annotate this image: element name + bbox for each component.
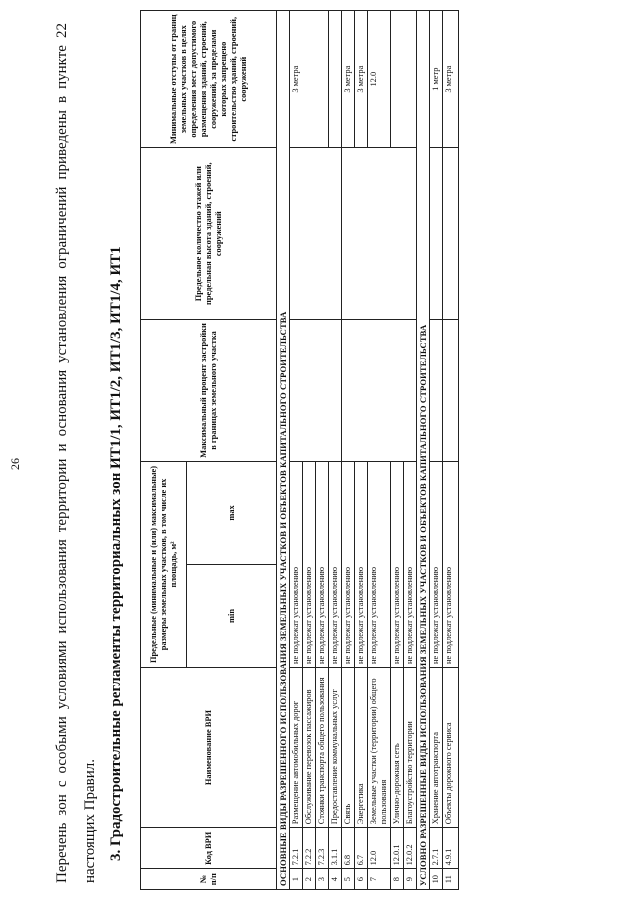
- band-main: ОСНОВНЫЕ ВИДЫ РАЗРЕШЕННОГО ИСПОЛЬЗОВАНИЯ ЗЕМЕЛЬНЫХ УЧАСТКОВ И ОБЪЕКТОВ КАПИТАЛЬНОГО СТРОИТЕЛЬСТВА: [277, 11, 290, 890]
- header-percent: Максимальный процент застройки в границах земельного участка: [141, 320, 277, 462]
- table-row: 7 12.0 Земельные участки (территории) общего пользования не подлежат установлению 12.0: [368, 11, 391, 890]
- header-num: № п/п: [141, 869, 277, 890]
- table-row: 8 12.0.1 Улично-дорожная сеть не подлежат установлению: [391, 11, 404, 890]
- table-row: 2 7.2.2 Обслуживание перевозок пассажиров не подлежат установлению: [303, 11, 316, 890]
- intro-paragraph: Перечень зон с особыми условиями использования территории и основания установления ограничений приведены в пункте 22 настоящих Правил.: [54, 23, 98, 883]
- table-row: 5 6.8 Связь не подлежат установлению 3 метра: [342, 11, 355, 890]
- header-setback: Минимальные отступы от границ земельных участков в целях определения мест допустимого размещения зданий, строений, сооружений, за пределами которых запрещено строительство зданий, строений, сооружений: [141, 11, 277, 148]
- table-row: 1 7.2.1 Размещение автомобильных дорог не подлежат установлению 3 метра: [290, 11, 303, 890]
- header-code: Код ВРИ: [141, 828, 277, 869]
- band-conditional: УСЛОВНО РАЗРЕШЕННЫЕ ВИДЫ ИСПОЛЬЗОВАНИЯ ЗЕМЕЛЬНЫХ УЧАСТКОВ И ОБЪЕКТОВ КАПИТАЛЬНОГО СТРОИТЕЛЬСТВА: [417, 11, 430, 890]
- header-floors: Предельное количество этажей или предельная высота зданий, строений, сооружений: [141, 148, 277, 320]
- section-title: 3. Градостроительные регламенты территориальных зон ИТ1/1, ИТ1/2, ИТ1/3, ИТ1/4, ИТ1: [108, 246, 124, 861]
- header-name: Наименование ВРИ: [141, 667, 277, 827]
- setback-cell: 3 метра: [290, 11, 329, 148]
- table-row: 3 7.2.3 Стоянки транспорта общего пользования не подлежат установлению: [316, 11, 329, 890]
- not-set-cell: не подлежат установлению: [290, 461, 303, 667]
- table-row: 4 3.1.1 Предоставление коммунальных услуг не подлежат установлению: [329, 11, 342, 890]
- header-size: Предельные (минимальные и (или) максимальные) размеры земельных участков, в том числе их площадь, м²: [141, 461, 187, 667]
- table-row: 11 4.9.1 Объекты дорожного сервиса не подлежат установлению 3 метра: [443, 11, 459, 890]
- table-row: 6 6.7 Энергетика не подлежат установлению 3 метра: [355, 11, 368, 890]
- page-number: 26: [8, 458, 22, 470]
- regulations-table: [140, 10, 459, 890]
- header-max: max: [187, 461, 277, 564]
- header-min: min: [187, 564, 277, 667]
- table-row: 10 2.7.1 Хранение автотранспорта не подлежат установлению 1 метр: [430, 11, 443, 890]
- table-row: 9 12.0.2 Благоустройство территории не подлежат установлению: [404, 11, 417, 890]
